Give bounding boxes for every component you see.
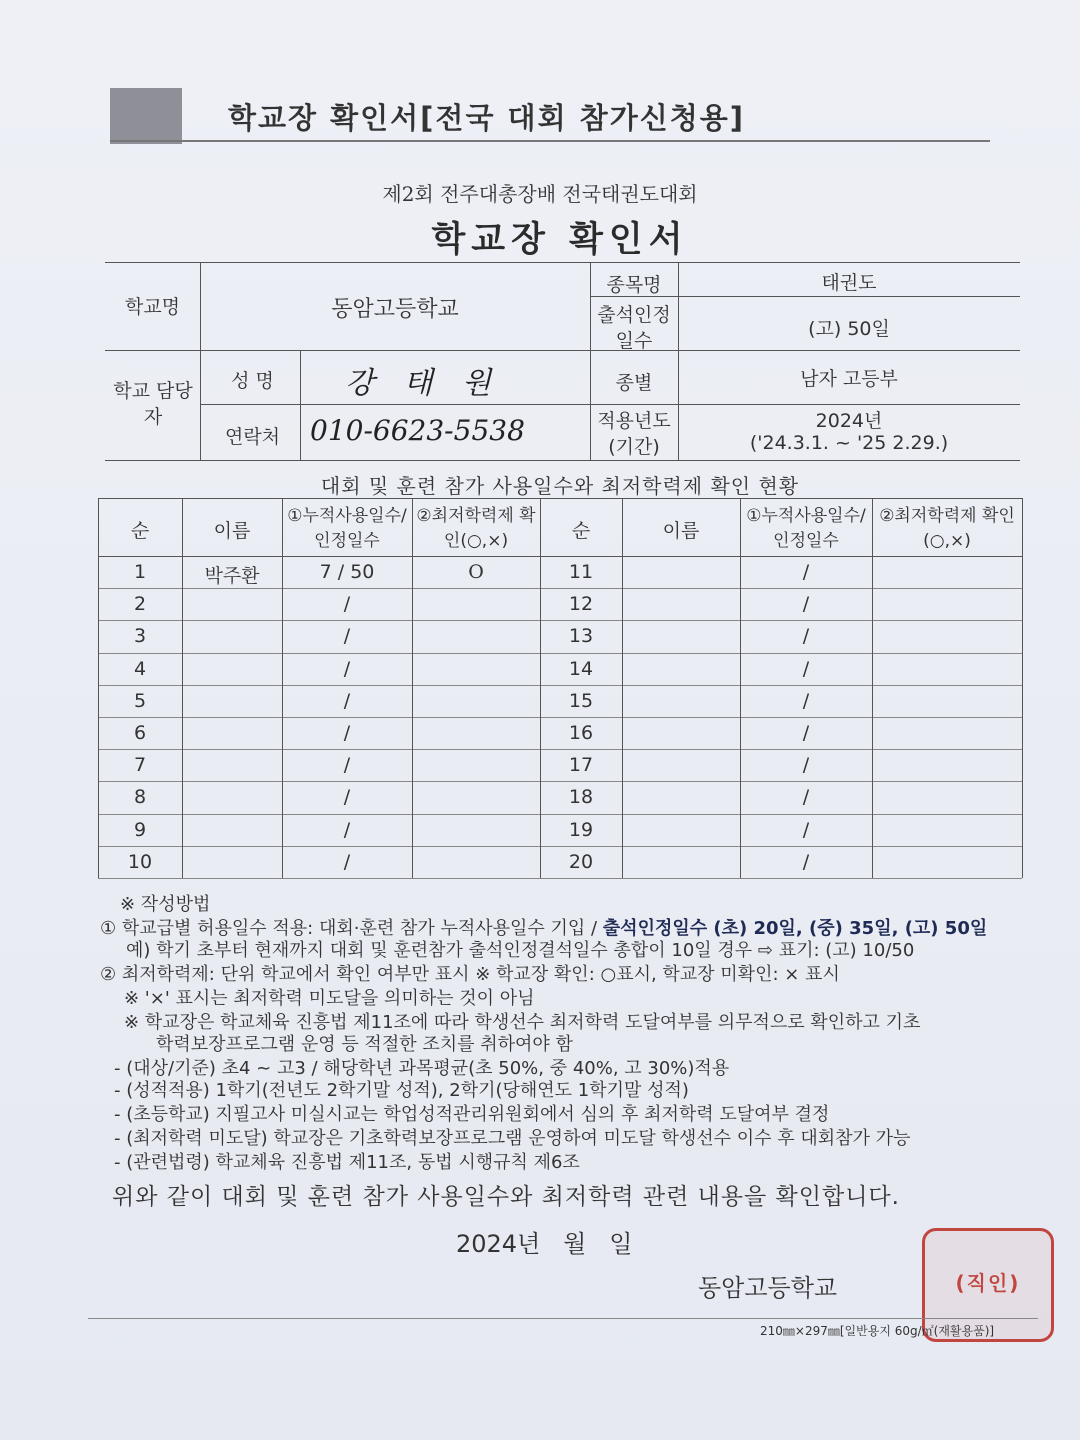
table-rule bbox=[1022, 498, 1023, 878]
year-label: 적용년도 (기간) bbox=[597, 410, 671, 458]
note-1-emphasis: 출석인정일수 (초) 20일, (중) 35일, (고) 50일 bbox=[602, 918, 988, 939]
contact-person-label: 학교 담당자 bbox=[113, 380, 193, 428]
handwritten-phone: 010-6623-5538 bbox=[310, 414, 525, 447]
signer-school: 동암고등학교 bbox=[698, 1274, 838, 1302]
table-rule bbox=[622, 498, 623, 878]
row-number: 16 bbox=[568, 722, 594, 744]
section-title: 대회 및 훈련 참가 사용일수와 최저학력제 확인 현황 bbox=[320, 474, 800, 498]
row-days: / bbox=[343, 625, 351, 648]
row-days: / bbox=[343, 689, 351, 712]
table-rule bbox=[872, 498, 873, 878]
note-1-example: 예) 학기 초부터 현재까지 대회 및 훈련참가 출석인정결석일수 총합이 10일 경우 ⇨ 표기: (고) 10/50 bbox=[126, 940, 915, 961]
header-academic-right: ②최저학력제 확인(○,×) bbox=[879, 506, 1015, 551]
row-days: / bbox=[802, 850, 810, 873]
row-days: 7 / 50 bbox=[319, 561, 375, 583]
year-value: 2024년 bbox=[815, 410, 883, 432]
header-no-left: 순 bbox=[130, 520, 150, 542]
row-days: / bbox=[343, 754, 351, 777]
event-label: 종목명 bbox=[606, 274, 662, 296]
detail-3: - (초등학교) 지필고사 미실시교는 학업성적관리위원회에서 심의 후 최저학력 도달여부 결정 bbox=[114, 1104, 830, 1125]
detail-4: - (최저학력 미도달) 학교장은 기초학력보장프로그램 운영하여 미도달 학생선수 이수 후 대회참가 가능 bbox=[114, 1128, 911, 1149]
row-name: 박주환 bbox=[204, 565, 260, 587]
table-rule bbox=[98, 878, 1022, 879]
row-number: 19 bbox=[568, 818, 594, 841]
event-value: 태권도 bbox=[821, 272, 877, 294]
division-label: 종별 bbox=[615, 372, 653, 394]
header-no-right: 순 bbox=[571, 520, 591, 542]
row-days: / bbox=[343, 818, 351, 841]
table-rule bbox=[98, 781, 1022, 782]
table-rule bbox=[98, 846, 1022, 847]
row-number: 13 bbox=[568, 625, 594, 648]
table-rule bbox=[98, 498, 1022, 499]
note-2-a: ※ '×' 표시는 최저학력 미도달을 의미하는 것이 아님 bbox=[124, 988, 535, 1009]
row-days: / bbox=[802, 593, 810, 616]
row-number: 18 bbox=[568, 786, 594, 809]
table-rule bbox=[98, 653, 1022, 654]
row-number: 2 bbox=[133, 593, 147, 616]
detail-1: - (대상/기준) 초4 ~ 고3 / 해당학년 과목평균(초 50%, 중 40%, 고 30%)적용 bbox=[114, 1058, 730, 1079]
attendance-label: 출석인정 일수 bbox=[597, 304, 671, 352]
handwritten-name: 강 태 원 bbox=[345, 366, 502, 401]
row-days: / bbox=[343, 850, 351, 873]
table-rule bbox=[98, 685, 1022, 686]
confirm-statement: 위와 같이 대회 및 훈련 참가 사용일수와 최저학력 관련 내용을 확인합니다. bbox=[112, 1184, 900, 1210]
row-number: 5 bbox=[133, 689, 147, 712]
table-rule bbox=[98, 588, 1022, 589]
table-rule bbox=[98, 620, 1022, 621]
header-name-left: 이름 bbox=[213, 520, 251, 542]
header-title: 학교장 확인서[전국 대회 참가신청용] bbox=[228, 101, 746, 135]
row-days: / bbox=[802, 722, 810, 744]
note-2: ② 최저학력제: 단위 학교에서 확인 여부만 표시 ※ 학교장 확인: ○표시, 학교장 미확인: × 표시 bbox=[100, 964, 840, 985]
row-number: 6 bbox=[133, 722, 147, 744]
table-rule bbox=[98, 556, 1022, 557]
event-subtitle: 제2회 전주대총장배 전국태권도대회 bbox=[382, 182, 698, 206]
main-title: 학교장 확인서 bbox=[431, 220, 689, 260]
issue-date: 2024년 월 일 bbox=[456, 1230, 633, 1258]
footer-line bbox=[88, 1318, 1038, 1319]
row-days: / bbox=[343, 657, 351, 680]
header-gray-block bbox=[110, 88, 182, 144]
note-2-b2: 학력보장프로그램 운영 등 적절한 조치를 취하여야 함 bbox=[156, 1034, 573, 1055]
header-days-right: ①누적사용일수/인정일수 bbox=[746, 506, 866, 551]
detail-2: - (성적적용) 1학기(전년도 2학기말 성적), 2학기(당해연도 1학기말 성적) bbox=[114, 1080, 689, 1101]
row-days: / bbox=[802, 818, 810, 841]
row-number: 11 bbox=[568, 561, 594, 583]
row-number: 3 bbox=[133, 625, 147, 648]
row-number: 9 bbox=[133, 818, 147, 841]
detail-5: - (관련법령) 학교체육 진흥법 제11조, 동법 시행규칙 제6조 bbox=[114, 1152, 580, 1173]
notes-heading: ※ 작성방법 bbox=[120, 894, 211, 915]
row-days: / bbox=[343, 722, 351, 744]
row-number: 15 bbox=[568, 689, 594, 712]
row-number: 10 bbox=[127, 850, 153, 873]
school-label: 학교명 bbox=[124, 296, 181, 318]
paper-spec: 210㎜×297㎜[일반용지 60g/㎡(재활용품)] bbox=[760, 1324, 995, 1338]
period-value: ('24.3.1. ~ '25 2.29.) bbox=[749, 432, 949, 454]
phone-label: 연락처 bbox=[224, 426, 281, 448]
school-value: 동암고등학교 bbox=[331, 297, 459, 322]
seal-label: (직인) bbox=[955, 1271, 1021, 1295]
row-days: / bbox=[802, 561, 810, 583]
note-2-b1: ※ 학교장은 학교체육 진흥법 제11조에 따라 학생선수 최저학력 도달여부를 의무적으로 확인하고 기초 bbox=[124, 1012, 921, 1033]
row-number: 17 bbox=[568, 754, 594, 777]
table-rule bbox=[98, 717, 1022, 718]
row-days: / bbox=[802, 786, 810, 809]
row-number: 12 bbox=[568, 593, 594, 616]
row-number: 8 bbox=[133, 786, 147, 809]
row-number: 14 bbox=[568, 657, 594, 680]
row-days: / bbox=[802, 625, 810, 648]
attendance-value: (고) 50일 bbox=[808, 318, 890, 340]
row-days: / bbox=[343, 593, 351, 616]
name-label: 성 명 bbox=[231, 370, 274, 392]
header-name-right: 이름 bbox=[662, 520, 700, 542]
header-days-left: ①누적사용일수/인정일수 bbox=[287, 506, 407, 551]
header-underline bbox=[110, 140, 990, 142]
row-days: / bbox=[802, 657, 810, 680]
row-number: 20 bbox=[568, 850, 594, 873]
row-days: / bbox=[802, 689, 810, 712]
row-days: / bbox=[343, 786, 351, 809]
row-number: 1 bbox=[133, 561, 147, 583]
row-number: 7 bbox=[133, 754, 147, 777]
row-days: / bbox=[802, 754, 810, 777]
division-value: 남자 고등부 bbox=[800, 368, 898, 390]
table-rule bbox=[98, 814, 1022, 815]
table-rule bbox=[412, 498, 413, 878]
header-academic-left: ②최저학력제 확인(○,×) bbox=[416, 506, 536, 551]
table-rule bbox=[98, 749, 1022, 750]
row-number: 4 bbox=[133, 657, 147, 680]
table-rule bbox=[182, 498, 183, 878]
row-academic-check: O bbox=[468, 561, 484, 583]
note-1-text: ① 학교급별 허용일수 적용: 대회·훈련 참가 누적사용일수 기입 / bbox=[100, 918, 603, 939]
